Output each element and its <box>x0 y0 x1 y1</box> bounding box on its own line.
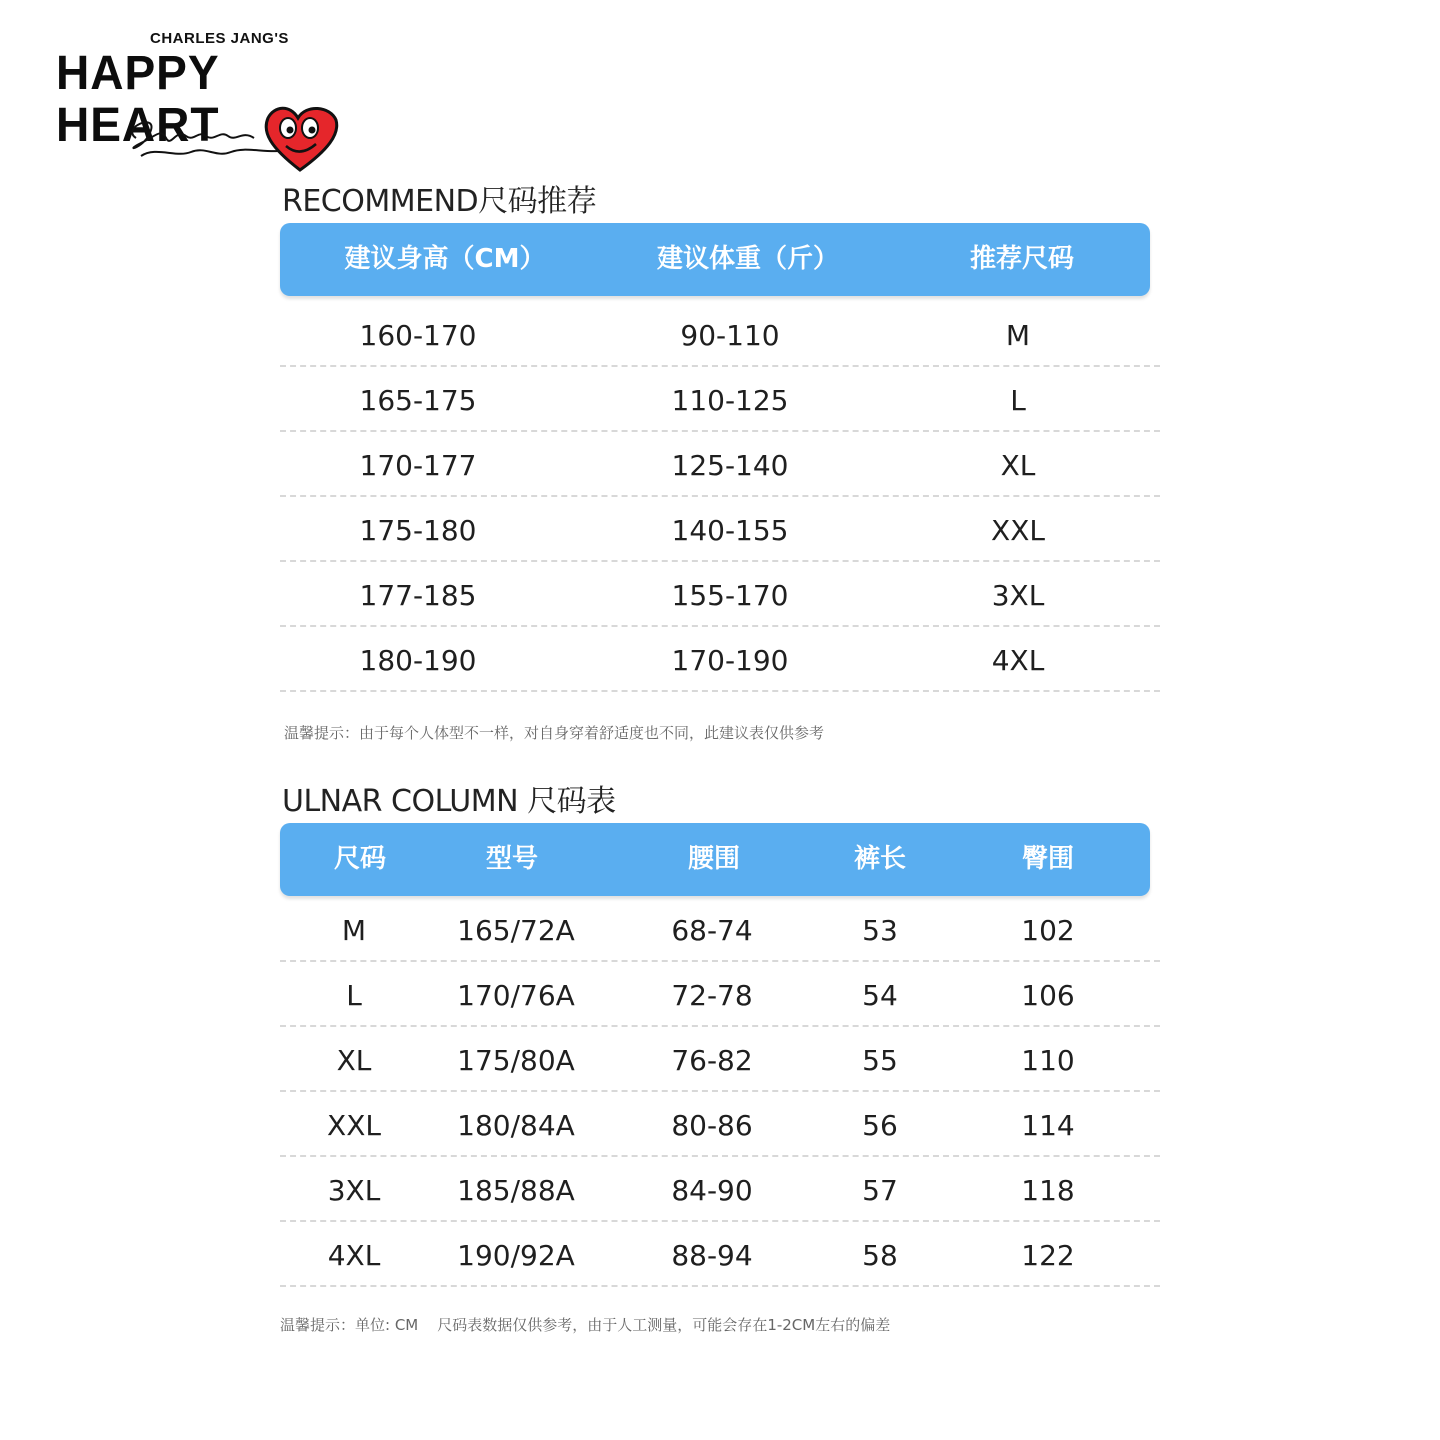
size-cell: 4XL <box>991 644 1045 677</box>
waist-cell: 88-94 <box>671 1239 753 1272</box>
table-row <box>280 1090 1160 1157</box>
size-cell: XL <box>336 1044 372 1077</box>
header-size-label: 尺码 <box>333 844 387 874</box>
hip-cell: 110 <box>1021 1044 1075 1077</box>
height-cell: 180-190 <box>359 644 477 677</box>
height-cell: 177-185 <box>359 579 477 612</box>
brand-top-line: CHARLES JANG'S <box>150 30 289 47</box>
waist-cell: 84-90 <box>671 1174 753 1207</box>
heart-icon <box>260 102 340 172</box>
header-height: 建议身高（CM） <box>344 244 546 274</box>
size-cell: 3XL <box>327 1174 381 1207</box>
recommend-header <box>280 223 1150 296</box>
waist-cell: 80-86 <box>671 1109 753 1142</box>
weight-cell: 155-170 <box>671 579 789 612</box>
header-model: 型号 <box>485 844 539 874</box>
size-cell: 4XL <box>327 1239 381 1272</box>
table-row <box>280 430 1160 497</box>
size-cell: L <box>1010 384 1026 417</box>
table-row <box>280 560 1160 627</box>
table-row <box>280 1025 1160 1092</box>
model-cell: 185/88A <box>457 1174 575 1207</box>
model-cell: 175/80A <box>457 1044 575 1077</box>
waist-cell: 68-74 <box>671 914 753 947</box>
weight-cell: 110-125 <box>671 384 789 417</box>
length-cell: 56 <box>862 1109 898 1142</box>
size-cell: L <box>346 979 362 1012</box>
size-chart-title: ULNAR COLUMN 尺码表 <box>282 784 616 819</box>
recommend-title: RECOMMEND尺码推荐 <box>282 184 597 219</box>
table-row <box>280 300 1160 367</box>
hip-cell: 122 <box>1021 1239 1075 1272</box>
waist-cell: 72-78 <box>671 979 753 1012</box>
model-cell: 180/84A <box>457 1109 575 1142</box>
size-cell: M <box>1005 319 1031 352</box>
table-row <box>280 1155 1160 1222</box>
table-row <box>280 960 1160 1027</box>
table-row <box>280 895 1160 962</box>
length-cell: 53 <box>862 914 898 947</box>
height-cell: 170-177 <box>359 449 477 482</box>
table-row <box>280 495 1160 562</box>
header-waist: 腰围 <box>687 844 741 874</box>
size-chart-note: 温馨提示：单位: CM 尺码表数据仅供参考，由于人工测量，可能会存在1-2CM左右的偏差 <box>280 1316 891 1334</box>
model-cell: 190/92A <box>457 1239 575 1272</box>
recommend-note: 温馨提示：由于每个人体型不一样，对自身穿着舒适度也不同，此建议表仅供参考 <box>284 724 825 742</box>
hip-cell: 114 <box>1021 1109 1075 1142</box>
header-length: 裤长 <box>853 844 907 874</box>
hip-cell: 118 <box>1021 1174 1075 1207</box>
size-chart-header <box>280 823 1150 896</box>
table-row <box>280 365 1160 432</box>
model-cell: 165/72A <box>457 914 575 947</box>
length-cell: 54 <box>862 979 898 1012</box>
header-hip: 臀围 <box>1021 844 1075 874</box>
header-size: 推荐尺码 <box>969 244 1075 274</box>
weight-cell: 125-140 <box>671 449 789 482</box>
length-cell: 55 <box>862 1044 898 1077</box>
height-cell: 160-170 <box>359 319 477 352</box>
length-cell: 57 <box>862 1174 898 1207</box>
weight-cell: 170-190 <box>671 644 789 677</box>
length-cell: 58 <box>862 1239 898 1272</box>
model-cell: 170/76A <box>457 979 575 1012</box>
size-cell: XXL <box>327 1109 381 1142</box>
height-cell: 165-175 <box>359 384 477 417</box>
size-cell: 3XL <box>991 579 1045 612</box>
weight-cell: 140-155 <box>671 514 789 547</box>
brand-name: HAPPY HEART <box>56 47 220 152</box>
table-row <box>280 625 1160 692</box>
hip-cell: 106 <box>1021 979 1075 1012</box>
waist-cell: 76-82 <box>671 1044 753 1077</box>
header-weight: 建议体重（斤） <box>656 244 840 274</box>
size-cell: M <box>341 914 367 947</box>
height-cell: 175-180 <box>359 514 477 547</box>
weight-cell: 90-110 <box>680 319 780 352</box>
table-row <box>280 1220 1160 1287</box>
brand-logo <box>56 30 396 170</box>
hip-cell: 102 <box>1021 914 1075 947</box>
size-cell: XXL <box>991 514 1045 547</box>
size-cell: XL <box>1000 449 1036 482</box>
